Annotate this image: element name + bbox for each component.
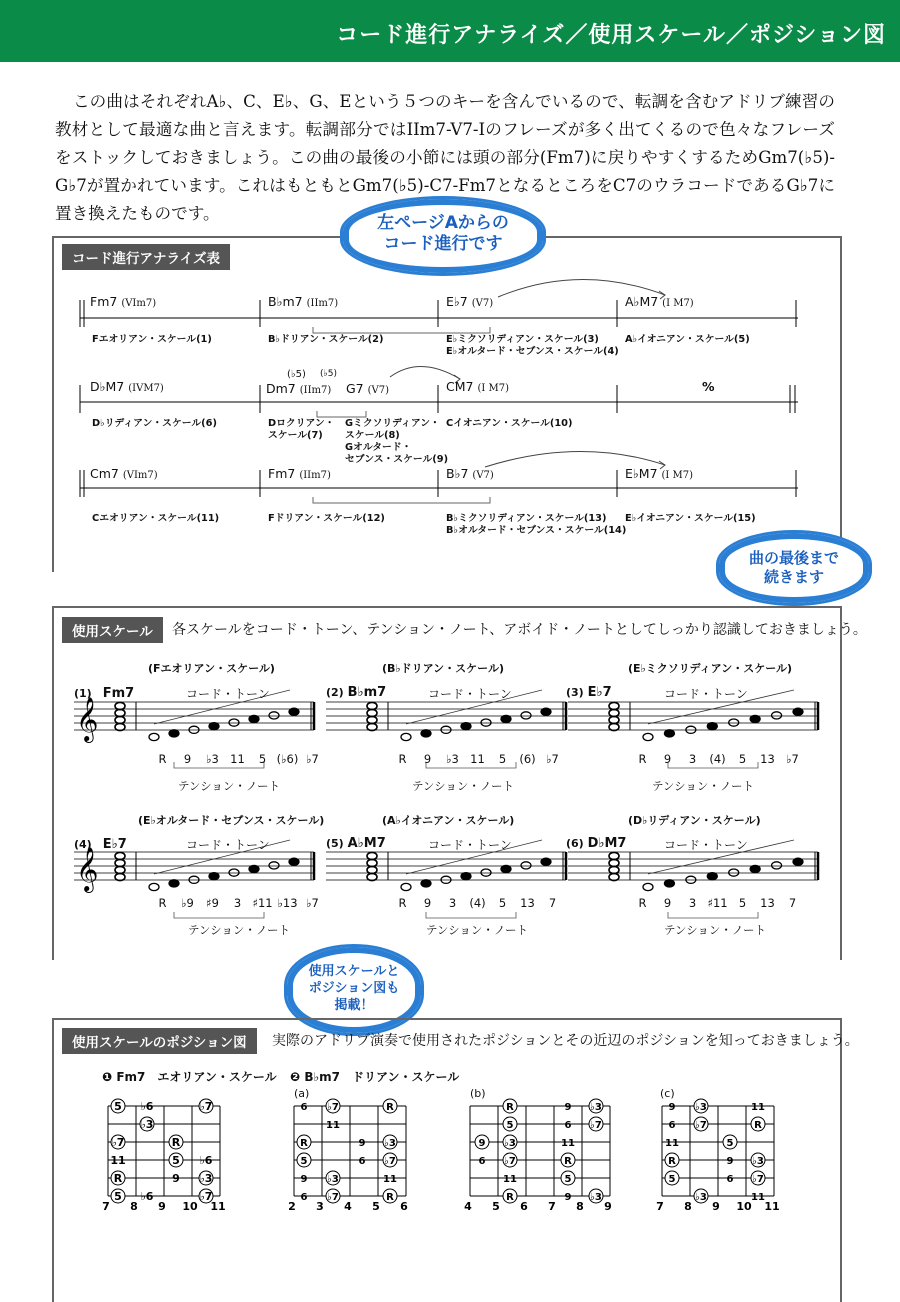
degree-row [390,896,565,910]
svg-text:♭3: ♭3 [752,1156,764,1167]
chord-note [367,852,377,859]
chord-note [609,859,619,866]
scale-note [793,708,803,715]
svg-text:6: 6 [478,1156,486,1167]
chord-superscript: (♭5) [320,369,337,379]
scale-note [401,883,411,890]
svg-text:R: R [564,1156,572,1167]
svg-text:R: R [386,1192,394,1203]
scale-note [209,873,219,880]
svg-text:♭7: ♭7 [327,1102,339,1113]
svg-text:♭7: ♭7 [752,1174,764,1185]
svg-text:5: 5 [372,1200,380,1212]
scale-degree: R [398,752,407,766]
chord-label: B♭7 (V7) [446,466,494,481]
speech-bubble-2 [716,530,872,606]
scale-title: (E♭オルタード・セブンス・スケール) [138,814,325,827]
svg-text:6: 6 [726,1174,734,1185]
repeat-measure-sign: % [702,379,715,394]
bubble-3-text: 使用スケールと ポジション図も 掲載！ [308,964,400,1013]
diagram-sub: (c) [660,1087,675,1100]
svg-text:11: 11 [561,1138,575,1149]
scale-degree: 5 [498,752,507,766]
svg-text:11: 11 [751,1192,765,1203]
scale-number: (2) B♭m7 [326,685,387,700]
chord-note [609,723,619,730]
scale-degree: R [638,896,647,910]
chord-note [115,709,125,716]
scale-note [421,880,431,887]
scale-note [750,865,760,872]
chord-note [367,873,377,880]
svg-text:11: 11 [383,1174,397,1185]
svg-text:♭7: ♭7 [384,1156,396,1167]
scale-degree: 11 [470,752,485,766]
scale-note [401,733,411,740]
scale-degree: 9 [423,752,432,766]
scale-name: Cエオリアン・スケール(11) [92,513,220,524]
svg-text:7: 7 [102,1200,110,1212]
svg-text:5: 5 [726,1138,734,1149]
svg-text:11: 11 [210,1200,226,1212]
tension-note-label: テンション・ノート [652,779,755,793]
diagram-sub: (a) [294,1087,310,1100]
degree-row [390,752,565,766]
scale-degree: ♭9 [181,896,194,910]
tension-note-label: テンション・ノート [188,923,291,937]
svg-text:6: 6 [564,1120,572,1131]
scales-description: 各スケールをコード・トーン、テンション・ノート、アボイド・ノートとしてしっかり認識しておきましょう。 [172,622,867,638]
chord-note [609,873,619,880]
svg-text:♭3: ♭3 [590,1102,602,1113]
svg-text:9: 9 [712,1200,720,1212]
scale-degree: 7 [548,896,557,910]
chord-note [115,716,125,723]
scale-note [229,719,239,726]
chord-label: B♭m7 (IIm7) [268,294,339,309]
svg-text:9: 9 [564,1102,572,1113]
scale-name: Cイオニアン・スケール(10) [446,418,573,429]
scale-degree: ♯11 [707,896,728,910]
tension-note-label: テンション・ノート [426,923,529,937]
scale-name: B♭ミクソリディアン・スケール(13) B♭オルタード・セブンス・スケール(14) [446,513,627,536]
svg-text:♭7: ♭7 [111,1136,125,1149]
scale-degree: 3 [233,896,242,910]
scale-degree: R [398,896,407,910]
svg-text:♭7: ♭7 [199,1100,213,1113]
diagram-title: ❶ Fm7 エオリアン・スケール [102,1070,277,1084]
svg-text:♭3: ♭3 [695,1192,707,1203]
scale-note [664,730,674,737]
svg-text:7: 7 [548,1200,556,1212]
scale-degree: ♯9 [206,896,219,910]
tension-note-label: テンション・ノート [412,779,515,793]
svg-text:10: 10 [182,1200,198,1212]
scale-degree: 5 [738,752,747,766]
scale-degree: 5 [738,896,747,910]
scale-degree: 13 [760,896,775,910]
scale-note [461,723,471,730]
scales-label: 使用スケール [62,617,163,643]
svg-text:R: R [506,1102,514,1113]
svg-text:5: 5 [172,1154,180,1167]
svg-text:11: 11 [110,1154,126,1167]
svg-text:R: R [300,1138,308,1149]
svg-text:9: 9 [300,1174,308,1185]
chord-label: Fm7 (IIm7) [268,466,331,481]
scale-note [149,883,159,890]
chord-note [367,702,377,709]
scale-degree: ♭7 [306,752,319,766]
fretboard-2b [460,1096,620,1212]
svg-text:♭7: ♭7 [695,1120,707,1131]
scale-degree: ♭7 [786,752,799,766]
scale-note [643,883,653,890]
scale-degree: 11 [230,752,245,766]
svg-text:5: 5 [492,1200,500,1212]
svg-text:4: 4 [464,1200,472,1212]
chord-tone-label: コード・トーン [428,838,512,852]
scale-note [729,869,739,876]
scale-name: E♭ミクソリディアン・スケール(3) E♭オルタード・セブンス・スケール(4) [446,334,619,357]
svg-text:5: 5 [506,1120,514,1131]
scale-degree: ♯11 [252,896,273,910]
scale-note [169,730,179,737]
scale-number: (5) A♭M7 [326,836,386,851]
svg-text:♭3: ♭3 [695,1102,707,1113]
scale-note [707,723,717,730]
scale-name: A♭イオニアン・スケール(5) [625,334,750,345]
chord-note [115,866,125,873]
svg-text:9: 9 [478,1138,486,1149]
bubble-1-text: 左ページAからの コード進行です [377,213,509,254]
scale-degree: 5 [258,752,267,766]
scale-name: B♭ドリアン・スケール(2) [268,334,384,345]
scale-note [772,862,782,869]
svg-text:5: 5 [114,1190,122,1203]
chord-note [609,709,619,716]
degree-row [630,896,805,910]
svg-text:♭7: ♭7 [504,1156,516,1167]
scale-name: D♭リディアン・スケール(6) [92,418,217,429]
scale-note [149,733,159,740]
scale-degree: (4) [709,752,726,766]
scale-note [521,862,531,869]
svg-text:R: R [113,1172,123,1185]
svg-text:♭3: ♭3 [590,1192,602,1203]
svg-text:♭7: ♭7 [327,1192,339,1203]
speech-bubble-1 [340,196,546,276]
svg-text:8: 8 [130,1200,138,1212]
scale-note [421,730,431,737]
scale-note [269,862,279,869]
chord-label: E♭7 (V7) [446,294,494,309]
svg-text:R: R [668,1156,676,1167]
svg-text:11: 11 [503,1174,517,1185]
svg-text:11: 11 [326,1120,340,1131]
scale-note [461,873,471,880]
chord-note [115,859,125,866]
tension-note-label: テンション・ノート [178,779,281,793]
chord-label: G7 (V7) [346,381,390,396]
scale-note [521,712,531,719]
chord-label: Dm7 (IIm7) [266,381,332,396]
svg-text:5: 5 [300,1156,308,1167]
chord-note [367,723,377,730]
svg-text:9: 9 [726,1156,734,1167]
positions-label: 使用スケールのポジション図 [62,1028,257,1054]
scale-degree: ♭3 [206,752,219,766]
scale-note [501,715,511,722]
chord-tone-label: コード・トーン [664,838,748,852]
scale-title: (B♭ドリアン・スケール) [382,662,504,675]
svg-text:8: 8 [576,1200,584,1212]
scale-number: (6) D♭M7 [566,836,627,851]
header-bar [0,0,900,62]
svg-text:9: 9 [358,1138,366,1149]
svg-text:9: 9 [604,1200,612,1212]
chord-superscript: (♭5) [287,369,306,380]
scale-note [481,719,491,726]
scale-note [481,869,491,876]
svg-text:5: 5 [668,1174,676,1185]
svg-text:♭6: ♭6 [199,1154,213,1167]
scale-degree: R [158,752,167,766]
fretboard-2a [282,1096,418,1212]
svg-text:6: 6 [300,1192,308,1203]
svg-text:11: 11 [764,1200,780,1212]
chord-label: Cm7 (VIm7) [90,466,158,481]
scale-degree: ♭7 [306,896,319,910]
scale-note [269,712,279,719]
svg-text:6: 6 [358,1156,366,1167]
svg-text:4: 4 [344,1200,352,1212]
svg-text:♭3: ♭3 [384,1138,396,1149]
bubble-2-text: 曲の最後まで 続きます [748,549,839,586]
svg-text:3: 3 [316,1200,324,1212]
scale-degree: 3 [688,752,697,766]
chord-note [609,702,619,709]
scale-note [289,858,299,865]
scale-note [249,865,259,872]
scale-degree: ♭3 [446,752,459,766]
scale-name: Fドリアン・スケール(12) [268,513,385,524]
scale-note [229,869,239,876]
scale-note [750,715,760,722]
svg-text:11: 11 [665,1138,679,1149]
tension-bracket [668,912,758,918]
svg-text:6: 6 [300,1102,308,1113]
chord-label: E♭M7 (I M7) [625,466,694,481]
svg-text:7: 7 [656,1200,664,1212]
fretboard-2c [650,1096,786,1212]
chord-tone-label: コード・トーン [186,838,270,852]
scale-note [209,723,219,730]
scale-note [289,708,299,715]
scale-note [541,708,551,715]
scale-degree: 5 [498,896,507,910]
scale-note [707,873,717,880]
chord-note [609,716,619,723]
chord-note [367,709,377,716]
chord-label: CM7 (I M7) [446,379,509,394]
svg-text:♭7: ♭7 [199,1190,213,1203]
scale-title: (E♭ミクソリディアン・スケール) [628,662,792,675]
svg-text:6: 6 [400,1200,408,1212]
tension-bracket [426,912,516,918]
svg-text:2: 2 [288,1200,296,1212]
svg-text:9: 9 [668,1102,676,1113]
scale-degree: ♭13 [277,896,298,910]
svg-text:♭6: ♭6 [140,1190,154,1203]
svg-text:10: 10 [736,1200,752,1212]
chord-note [367,716,377,723]
svg-text:6: 6 [668,1120,676,1131]
positions-description: 実際のアドリブ演奏で使用されたポジションとその近辺のポジションを知っておきましょう。 [272,1033,859,1049]
chord-note [609,852,619,859]
svg-text:R: R [754,1120,762,1131]
scale-degree: 9 [663,896,672,910]
chord-tone-label: コード・トーン [428,687,512,701]
analysis-label: コード進行アナライズ表 [62,244,230,270]
chord-label: Fm7 (VIm7) [90,294,157,309]
scale-number: (1) Fm7 [74,686,135,701]
treble-clef: 𝄞 [76,847,99,891]
scale-name: Fエオリアン・スケール(1) [92,334,212,345]
svg-text:♭3: ♭3 [140,1118,154,1131]
scale-degree: (♭6) [276,752,299,766]
svg-text:11: 11 [751,1102,765,1113]
svg-text:R: R [506,1192,514,1203]
scale-note [772,712,782,719]
treble-clef: 𝄞 [76,697,99,741]
svg-text:9: 9 [564,1192,572,1203]
scale-note [169,880,179,887]
intro-paragraph: この曲はそれぞれA♭、C、E♭、G、Eという５つのキーを含んでいるので、転調を含むアドリブ練習の教材として最適な曲と言えます。転調部分ではIIm7-V7-Iのフレーズが多く出てくるので色々なフレーズをストックしておきましょう。この曲の最後の小節には頭の部分(Fm7)に戻りやすくするためGm7(♭5)-G♭7が置かれています。これはもともとGm7(♭5)-C7-Fm7となるところをC7のウラコードであるG♭7に置き換えたものです。 [55,92,835,223]
svg-text:♭6: ♭6 [140,1100,154,1113]
svg-text:9: 9 [158,1200,166,1212]
scale-note [249,715,259,722]
scale-note [541,858,551,865]
chord-note [367,866,377,873]
svg-text:6: 6 [520,1200,528,1212]
scale-degree: 9 [663,752,672,766]
scale-name: Gミクソリディアン・ スケール(8) Gオルタード・ セブンス・スケール(9) [345,418,449,465]
degree-row [150,752,325,766]
scale-degree: 7 [788,896,797,910]
chord-note [115,873,125,880]
svg-text:R: R [386,1102,394,1113]
chord-note [115,702,125,709]
scale-title: (Fエオリアン・スケール) [148,662,275,675]
svg-text:5: 5 [114,1100,122,1113]
degree-row [630,752,805,766]
scale-note [793,858,803,865]
scale-degree: 9 [183,752,192,766]
scale-note [501,865,511,872]
svg-text:9: 9 [172,1172,180,1185]
svg-text:♭3: ♭3 [504,1138,516,1149]
svg-text:5: 5 [564,1174,572,1185]
scale-name: Dロクリアン・ スケール(7) [268,418,335,441]
page-title: コード進行アナライズ／使用スケール／ポジション図 [336,23,886,48]
chord-tone-label: コード・トーン [664,687,748,701]
scale-degree: ♭7 [546,752,559,766]
chord-note [609,866,619,873]
scale-title: (A♭イオニアン・スケール) [382,814,515,827]
scale-degree: R [158,896,167,910]
diagram-sub: (b) [470,1087,486,1100]
scale-note [643,733,653,740]
scale-title: (D♭リディアン・スケール) [628,814,761,827]
degree-row [150,896,325,910]
scale-degree: 3 [448,896,457,910]
scale-degree: 13 [520,896,535,910]
scale-number: (4) E♭7 [74,837,127,852]
chord-label: A♭M7 (I M7) [625,294,694,309]
scale-degree: (6) [519,752,536,766]
scale-degree: 9 [423,896,432,910]
scale-name: E♭イオニアン・スケール(15) [625,513,756,524]
chord-note [367,859,377,866]
fretboard-1 [96,1096,232,1212]
chord-label: D♭M7 (IVM7) [90,379,164,394]
chord-note [115,852,125,859]
scale-degree: 3 [688,896,697,910]
svg-text:♭3: ♭3 [199,1172,213,1185]
chord-note [115,723,125,730]
scale-note [729,719,739,726]
svg-text:8: 8 [684,1200,692,1212]
scale-degree: 13 [760,752,775,766]
chord-tone-label: コード・トーン [186,687,270,701]
tension-bracket [174,912,264,918]
svg-text:♭7: ♭7 [590,1120,602,1131]
scale-degree: R [638,752,647,766]
svg-text:♭3: ♭3 [327,1174,339,1185]
diagram-title: ❷ B♭m7 ドリアン・スケール [290,1070,460,1084]
scale-degree: (4) [469,896,486,910]
svg-text:R: R [171,1136,181,1149]
scale-note [664,880,674,887]
scale-number: (3) E♭7 [566,685,612,700]
tension-note-label: テンション・ノート [664,923,767,937]
